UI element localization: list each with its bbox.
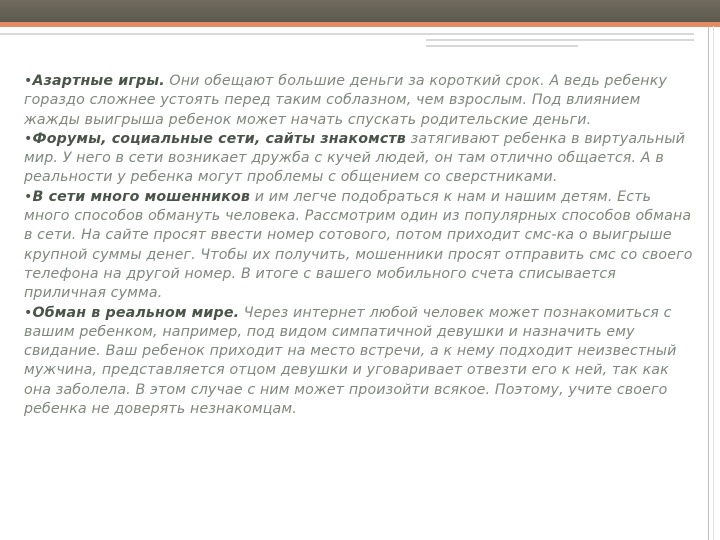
right-border-line-light [713, 26, 714, 540]
paragraph-gambling [24, 72, 694, 130]
header-rule-medium [426, 39, 694, 41]
slide-body-text [24, 72, 694, 419]
paragraph-real-world-deception [24, 304, 694, 420]
header-rule-short [426, 45, 578, 47]
bullet-marker: • [24, 73, 33, 89]
paragraph-text: затягивают ребенка в виртуальный мир. У него в сети возникает дружба с кучей людей, он там отлично общается. А в реальности у ребенка могут проблемы с общением со сверстниками. [24, 130, 686, 186]
slide-header-bar [0, 0, 720, 22]
bullet-marker: • [24, 304, 33, 321]
paragraph-lead: Форумы, социальные сети, сайты знакомств [32, 130, 406, 147]
paragraph-text: и им легче подобраться к нам и нашим детям. Есть много способов обмануть человека. Рассмотрим один из популярных способов обмана в сети. На сайте просят ввести номер сотового, потом приходит смс-ка о выигрыше крупной суммы денег. Чтобы их получить, мошенники просят отправить смс со своего телефона на другой номер. В итоге с вашего мобильного счета списывается приличная сумма. [24, 188, 693, 302]
paragraph-lead: Обман в реальном мире. [32, 304, 240, 321]
paragraph-text: Через интернет любой человек может познакомиться с вашим ребенком, например, под видом симпатичной девушки и назначить ему свидание. Ваш ребенок приходит на место встречи, а к нему подходит неизвестный мужчина, представляется отцом девушки и уговаривает отвезти его к ней, так как она заболела. В этом случае с ним может произойти всякое. Поэтому, учите своего ребенка не доверять незнакомцам. [24, 304, 677, 418]
paragraph-lead: В сети много мошенников [32, 188, 251, 205]
slide-accent-stripe [0, 22, 720, 27]
header-rule-long [0, 33, 694, 35]
bullet-marker: • [24, 130, 33, 147]
right-border-line [708, 26, 709, 540]
bullet-marker: • [24, 188, 33, 205]
paragraph-lead: Азартные игры. [32, 73, 165, 89]
paragraph-fraudsters [24, 188, 694, 304]
paragraph-social-networks [24, 130, 694, 188]
paragraph-text: Они обещают большие деньги за короткий срок. А ведь ребенку гораздо сложнее устоять перед таким соблазном, чем взрослым. Под влиянием жажды выигрыша ребенок может начать спускать родительские деньги. [24, 73, 667, 128]
